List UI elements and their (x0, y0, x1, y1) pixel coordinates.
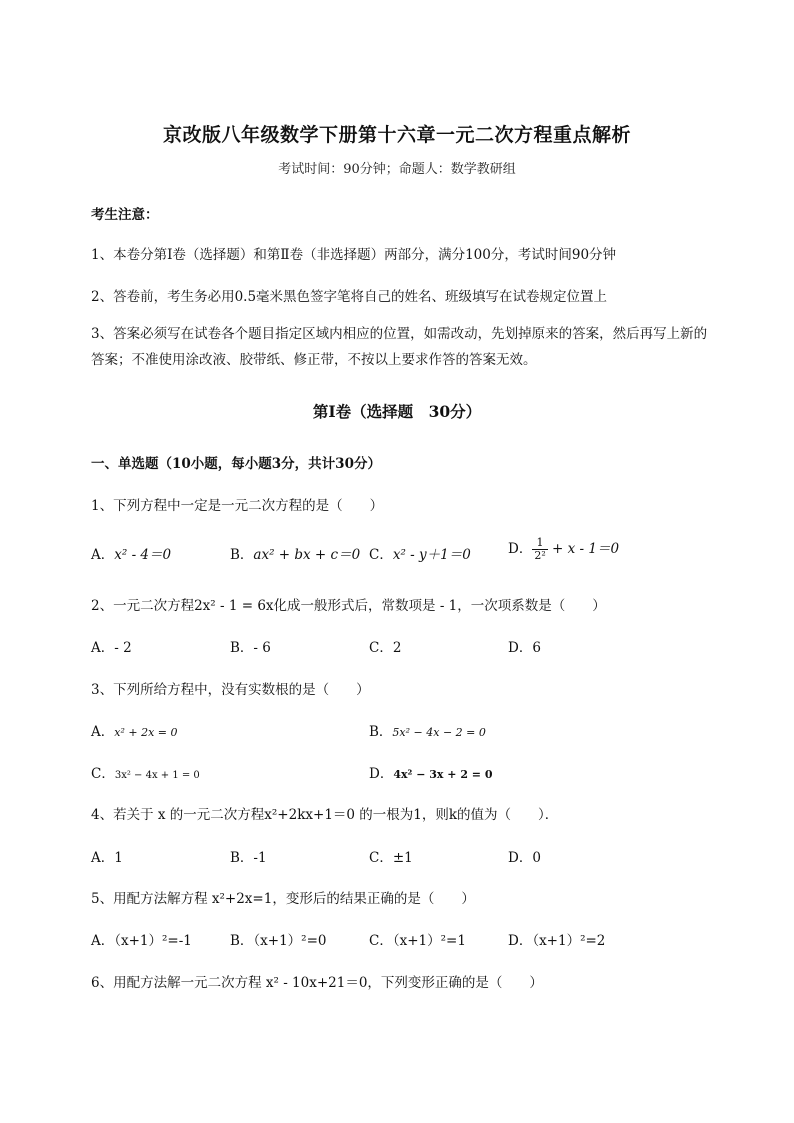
option-d: D．0 (508, 850, 541, 866)
exam-info: 考试时间：90分钟；命题人：数学教研组 (278, 162, 516, 177)
option-a (91, 543, 171, 563)
option-c: C．2 (369, 640, 402, 656)
option-formula: 3x² − 4x + 1 = 0 (114, 770, 200, 781)
option-c: C．（x+1）²=1 (369, 933, 466, 949)
notice-item: 1、本卷分第I卷（选择题）和第Ⅱ卷（非选择题）两部分，满分100分，考试时间90分钟 (91, 247, 617, 263)
option-a: A．（x+1）²=-1 (91, 933, 192, 949)
option-label: C． (369, 547, 393, 563)
option-b: B．-1 (230, 850, 267, 866)
option-b (369, 720, 486, 740)
question-stem: 6、用配方法解一元二次方程 x² - 10x+21＝0，下列变形正确的是（ ） (91, 975, 543, 991)
option-formula: 4x² − 3x + 2 = 0 (393, 768, 493, 781)
option-a (91, 720, 177, 740)
fraction (532, 537, 547, 562)
option-b: B．- 6 (230, 640, 271, 656)
option-formula: + x - 1＝0 (552, 541, 620, 557)
option-formula: x² - 4＝0 (114, 547, 172, 563)
option-label: A． (91, 547, 115, 563)
option-label: B． (369, 724, 393, 740)
option-b: B．（x+1）²=0 (230, 933, 327, 949)
option-label: D． (369, 766, 394, 782)
notice-item: 2、答卷前，考生务必用0.5毫米黑色签字笔将自己的姓名、班级填写在试卷规定位置上 (91, 289, 608, 305)
question-stem: 4、若关于 x 的一元二次方程x²+2kx+1＝0 的一根为1，则k的值为（ ）． (91, 807, 559, 823)
question-stem: 5、用配方法解方程 x²+2x=1，变形后的结果正确的是（ ） (91, 891, 475, 907)
option-d: D．6 (508, 640, 541, 656)
option-formula: x² - y＋1＝0 (392, 547, 471, 563)
question-stem: 3、下列所给方程中，没有实数根的是（ ） (91, 682, 370, 698)
option-formula: 5x² − 4x − 2 = 0 (392, 726, 486, 739)
option-label: A． (91, 724, 115, 740)
option-d (369, 762, 493, 782)
option-b (230, 543, 360, 563)
option-a: A．1 (91, 850, 123, 866)
option-label: B． (230, 547, 254, 563)
option-formula: ax² + bx + c＝0 (253, 547, 361, 563)
option-c: C．±1 (369, 850, 413, 866)
notice-item: 3、答案必须写在试卷各个题目指定区域内相应的位置，如需改动，先划掉原来的答案，然后再写上新的答案；不准使用涂改液、胶带纸、修正带，不按以上要求作答的答案无效。 (91, 326, 708, 368)
option-c (91, 762, 200, 782)
fraction-denominator: 2² (534, 549, 546, 562)
notice-heading: 考生注意： (91, 207, 159, 223)
option-a: A．- 2 (91, 640, 132, 656)
option-d: D．（x+1）²=2 (508, 933, 606, 949)
option-d (508, 537, 619, 562)
option-c (369, 543, 471, 563)
option-label: D． (508, 541, 533, 557)
question-stem: 1、下列方程中一定是一元二次方程的是（ ） (91, 498, 384, 514)
option-formula: x² + 2x = 0 (114, 726, 178, 739)
page-title: 京改版八年级数学下册第十六章一元二次方程重点解析 (162, 124, 631, 146)
part-heading: 一、单选题（10小题，每小题3分，共计30分） (91, 456, 381, 472)
option-label: C． (91, 766, 115, 782)
fraction-numerator: 1 (532, 537, 547, 550)
question-stem: 2、一元二次方程2x² - 1 = 6x化成一般形式后，常数项是 - 1，一次项系数是（ ） (91, 598, 606, 614)
section-title: 第I卷（选择题 30分） (312, 402, 482, 421)
